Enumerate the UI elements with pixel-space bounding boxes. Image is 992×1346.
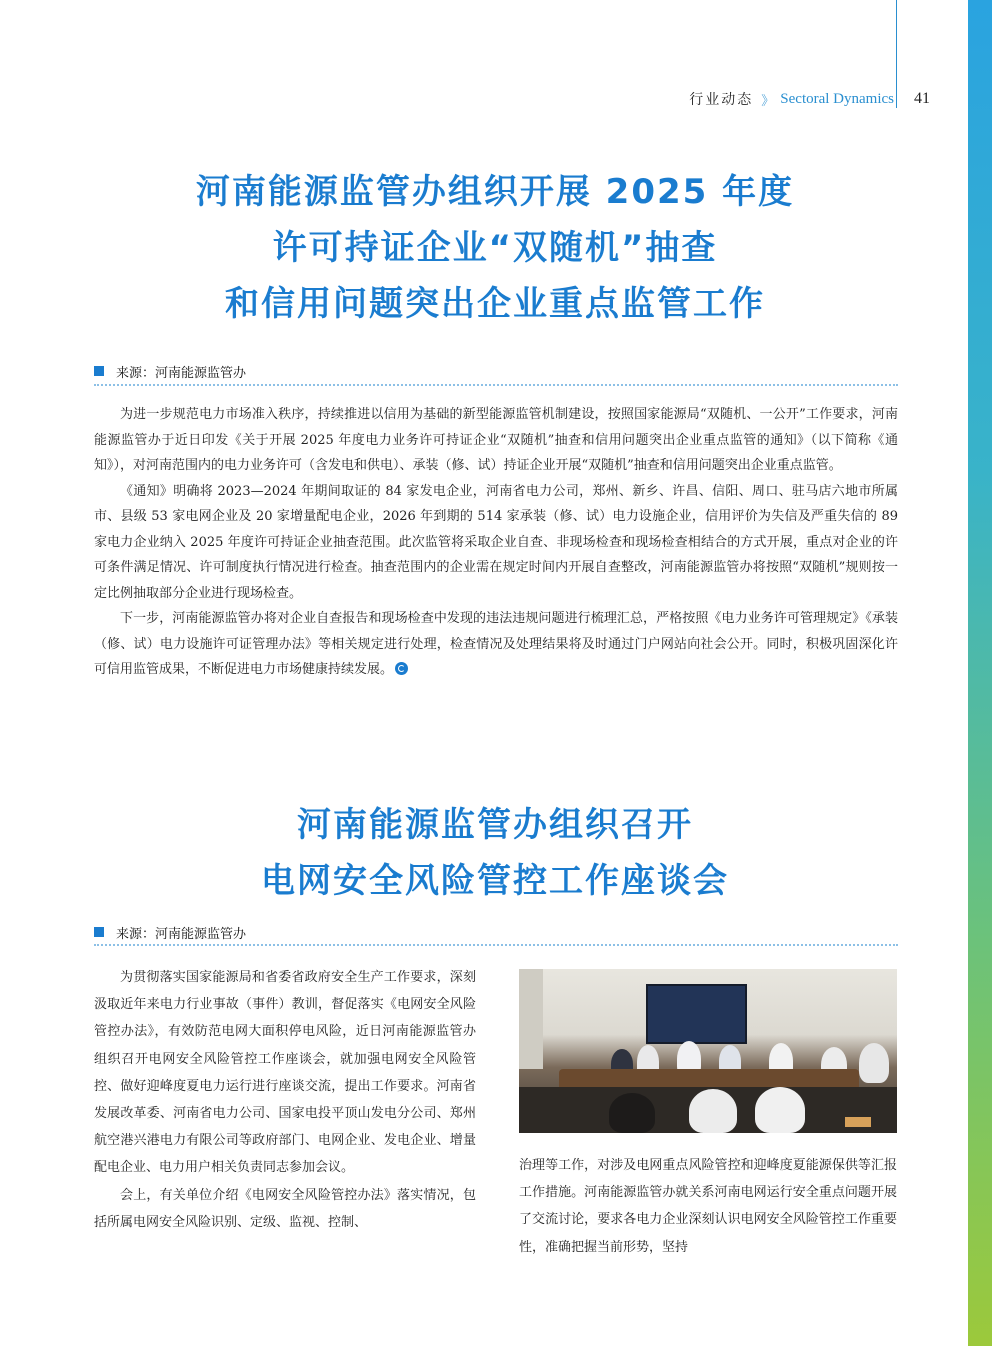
article1-paragraph-last	[94, 606, 898, 683]
article1-paragraph: 《通知》明确将 2023—2024 年期间取证的 84 家发电企业，河南省电力公司，郑州、新乡、许昌、信阳、周口、驻马店六地市所属市、县级 53 家电网企业及 20 家增量配电企业，2026 年到期的 514 家承装（修、试）电力设施企业，信用评价为失信及严重失信的 89 家电力企业纳入 2025 年度许可持证企业抽查范围。此次监管将采取企业自查、非现场检查和现场检查相结合的方式开展，重点对企业的许可条件满足情况、许可制度执行情况进行检查。抽查范围内的企业需在规定时间内开展自查整改，河南能源监管办将按照“双随机”规则按一定比例抽取部分企业进行现场检查。	[94, 483, 898, 601]
side-color-bar	[968, 0, 992, 1346]
article1-source-text: 来源：河南能源监管办	[116, 365, 247, 381]
article2-title	[60, 797, 930, 909]
square-bullet-icon	[94, 927, 104, 937]
photo-tv-screen	[646, 984, 747, 1044]
article2-paragraph: 为贯彻落实国家能源局和省委省政府安全生产工作要求，深刻汲取近年来电力行业事故（事件）教训，督促落实《电网安全风险管控办法》，有效防范电网大面积停电风险，近日河南能源监管办组织召开电网安全风险管控工作座谈会，就加强电网安全风险管控、做好迎峰度夏电力运行进行座谈交流，提出工作要求。河南省发展改革委、河南省电力公司、国家电投平顶山发电分公司、郑州航空港兴港电力有限公司等政府部门、电网企业、发电企业、增量配电企业、电力用户相关负责同志参加会议。	[94, 970, 476, 1176]
article2-right-column	[519, 1152, 897, 1261]
article2-dotted-divider	[94, 944, 898, 946]
article1-title-line: 和信用问题突出企业重点监管工作	[225, 284, 765, 324]
section-category-en: Sectoral Dynamics	[780, 90, 894, 107]
article1-body	[94, 402, 898, 683]
article2-title-line: 电网安全风险管控工作座谈会	[261, 861, 729, 901]
photo-person-foreground	[755, 1087, 805, 1133]
article2-paragraph: 会上，有关单位介绍《电网安全风险管控办法》落实情况，包括所属电网安全风险识别、定级、监视、控制、	[94, 1187, 476, 1230]
article1-source	[94, 361, 898, 381]
article1-paragraph: 为进一步规范电力市场准入秩序，持续推进以信用为基础的新型能源监管机制建设，按照国家能源局“双随机、一公开”工作要求，河南能源监管办于近日印发《关于开展 2025 年度电力业务许可持证企业“双随机”抽查和信用问题突出企业重点监管的通知》（以下简称《通知》），对河南范围内的电力业务许可（含发电和供电）、承装（修、试）持证企业开展“双随机”抽查和信用问题突出企业重点监管。	[94, 407, 898, 473]
article1-title-line: 许可持证企业“双随机”抽查	[272, 228, 718, 268]
article2-title-line: 河南能源监管办组织召开	[297, 805, 693, 845]
photo-person-foreground	[609, 1093, 655, 1133]
article2-paragraph: 治理等工作，对涉及电网重点风险管控和迎峰度夏能源保供等汇报工作措施。河南能源监管办就关系河南电网运行安全重点问题开展了交流讨论，要求各电力企业深刻认识电网安全风险管控工作重要性，准确把握当前形势，坚持	[519, 1158, 897, 1255]
meeting-photo	[519, 969, 897, 1133]
square-bullet-icon	[94, 366, 104, 376]
photo-person-foreground	[689, 1089, 737, 1133]
article1-paragraph-text: 下一步，河南能源监管办将对企业自查报告和现场检查中发现的违法违规问题进行梳理汇总，严格按照《电力业务许可管理规定》《承装（修、试）电力设施许可证管理办法》等相关规定进行处理，检查情况及处理结果将及时通过门户网站向社会公开。同时，积极巩固深化许可信用监管成果，不断促进电力市场健康持续发展。	[94, 611, 898, 677]
page-number: 41	[914, 90, 930, 107]
section-category: 行业动态	[689, 92, 754, 108]
article1-title	[60, 164, 930, 332]
article2-source-text: 来源：河南能源监管办	[116, 926, 247, 942]
article1-title-line: 河南能源监管办组织开展 2025 年度	[195, 172, 795, 212]
double-chevron-icon: 》	[761, 93, 775, 109]
article2-left-column	[94, 964, 476, 1236]
page-header	[689, 88, 930, 110]
article2-source	[94, 922, 898, 942]
photo-name-card	[845, 1117, 871, 1127]
end-mark-icon	[395, 662, 408, 675]
article1-dotted-divider	[94, 384, 898, 386]
photo-person	[859, 1043, 889, 1083]
photo-wall	[519, 969, 543, 1069]
